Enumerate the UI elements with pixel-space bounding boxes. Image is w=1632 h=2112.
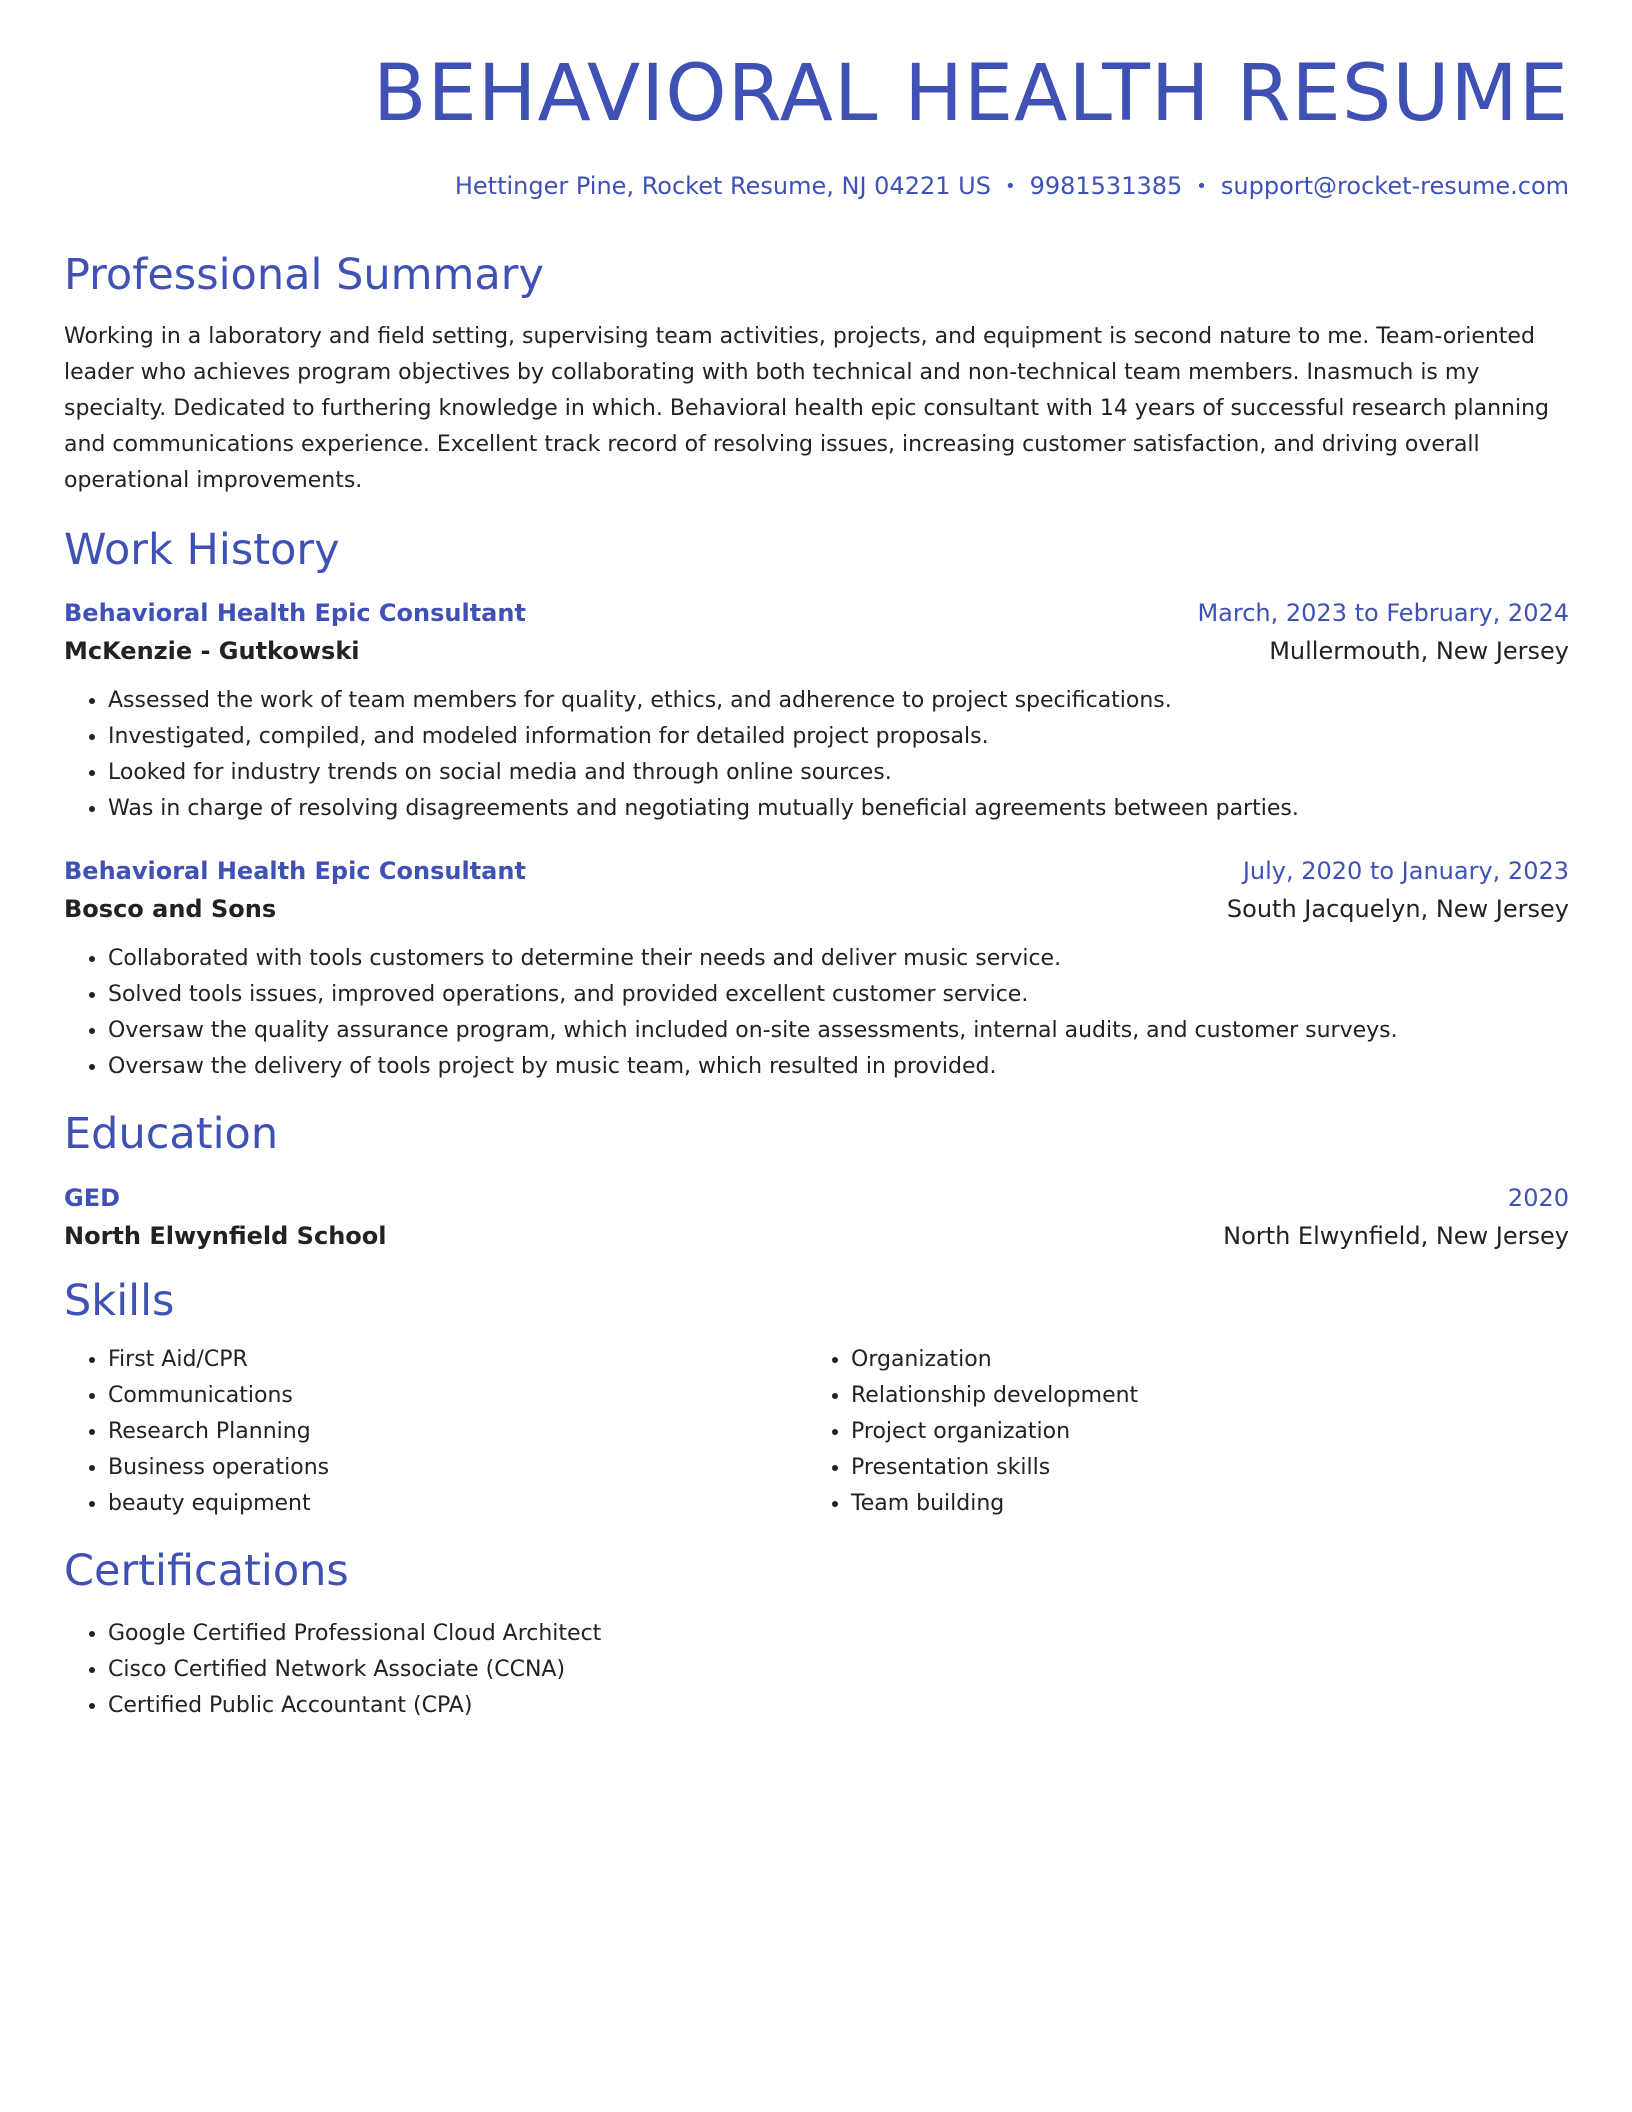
education-location: North Elwynfield, New Jersey [1223,1222,1569,1251]
job-role: Behavioral Health Epic Consultant [64,856,526,885]
education-year: 2020 [1507,1184,1569,1213]
skills-list-right [807,1342,1550,1522]
job-bullet: • Oversaw the quality assurance program, which included on-site assessments, internal audits, and customer surveys. [108,1013,1569,1049]
skill-item: • Team building [851,1486,1550,1522]
education-degree: GED [64,1184,121,1213]
skill-item: • Business operations [108,1450,807,1486]
education-header-row [64,1184,1569,1212]
resume-title: BEHAVIORAL HEALTH RESUME [373,49,1569,139]
skills-list-left [64,1342,807,1522]
certification-item: • Google Certified Professional Cloud Architect [108,1616,1569,1652]
job-company-row [64,637,1569,665]
skills-grid [64,1342,1569,1522]
contact-address: Hettinger Pine, Rocket Resume, NJ 04221 US [454,171,991,200]
skill-item: • Relationship development [851,1378,1550,1414]
job-bullet: • Solved tools issues, improved operations, and provided excellent customer service. [108,977,1569,1013]
resume-page [64,50,1569,1724]
contact-email: support@rocket-resume.com [1220,171,1569,200]
job-header-row [64,857,1569,885]
skills-heading: Skills [64,1276,175,1327]
job-location: South Jacquelyn, New Jersey [1226,894,1569,923]
job-dates: March, 2023 to February, 2024 [1197,598,1569,627]
contact-separator: • [1196,175,1207,197]
job-bullet: • Oversaw the delivery of tools project by music team, which resulted in provided. [108,1049,1569,1085]
skill-item: • Organization [851,1342,1550,1378]
skill-item: • First Aid/CPR [108,1342,807,1378]
job-entry [64,599,1569,827]
job-company: Bosco and Sons [64,894,277,923]
work-history-heading: Work History [64,525,340,576]
skill-item: • beauty equipment [108,1486,807,1522]
job-bullets [64,683,1569,827]
job-role: Behavioral Health Epic Consultant [64,598,526,627]
contact-line [64,172,1569,200]
job-company-row [64,895,1569,923]
skill-item: • Research Planning [108,1414,807,1450]
education-school: North Elwynfield School [64,1222,387,1251]
job-bullet: • Investigated, compiled, and modeled information for detailed project proposals. [108,719,1569,755]
contact-separator: • [1004,175,1016,197]
certifications-heading: Certifications [64,1546,349,1597]
job-bullet: • Was in charge of resolving disagreements and negotiating mutually beneficial agreements between parties. [108,791,1569,827]
job-bullets [64,941,1569,1085]
certifications-list [64,1616,1569,1724]
education-heading: Education [64,1108,279,1159]
job-bullet: • Assessed the work of team members for quality, ethics, and adherence to project specifications. [108,683,1569,719]
job-location: Mullermouth, New Jersey [1269,636,1569,665]
skill-item: • Presentation skills [851,1450,1550,1486]
education-school-row [64,1222,1569,1250]
summary-text: Working in a laboratory and field setting, supervising team activities, projects, and equipment is second nature to me. Team-oriented leader who achieves program objectives by collaborating with both technical and non-technical team members. Inasmuch is my specialty. Dedicated to furthering knowledge in which. Behavioral health epic consultant with 14 years of successful research planning and communications experience. Excellent track record of resolving issues, increasing customer satisfaction, and driving overall operational improvements. [64,324,1550,494]
job-company: McKenzie - Gutkowski [64,636,360,665]
skill-item: • Communications [108,1378,807,1414]
skill-item: • Project organization [851,1414,1550,1450]
job-entry [64,857,1569,1085]
certification-item: • Certified Public Accountant (CPA) [108,1688,1569,1724]
job-bullet: • Looked for industry trends on social media and through online sources. [108,755,1569,791]
job-dates: July, 2020 to January, 2023 [1242,856,1569,885]
job-header-row [64,599,1569,627]
contact-phone: 9981531385 [1029,171,1183,200]
summary-heading: Professional Summary [64,249,544,300]
certification-item: • Cisco Certified Network Associate (CCNA) [108,1652,1569,1688]
job-bullet: • Collaborated with tools customers to determine their needs and deliver music service. [108,941,1569,977]
education-entry [64,1184,1569,1250]
